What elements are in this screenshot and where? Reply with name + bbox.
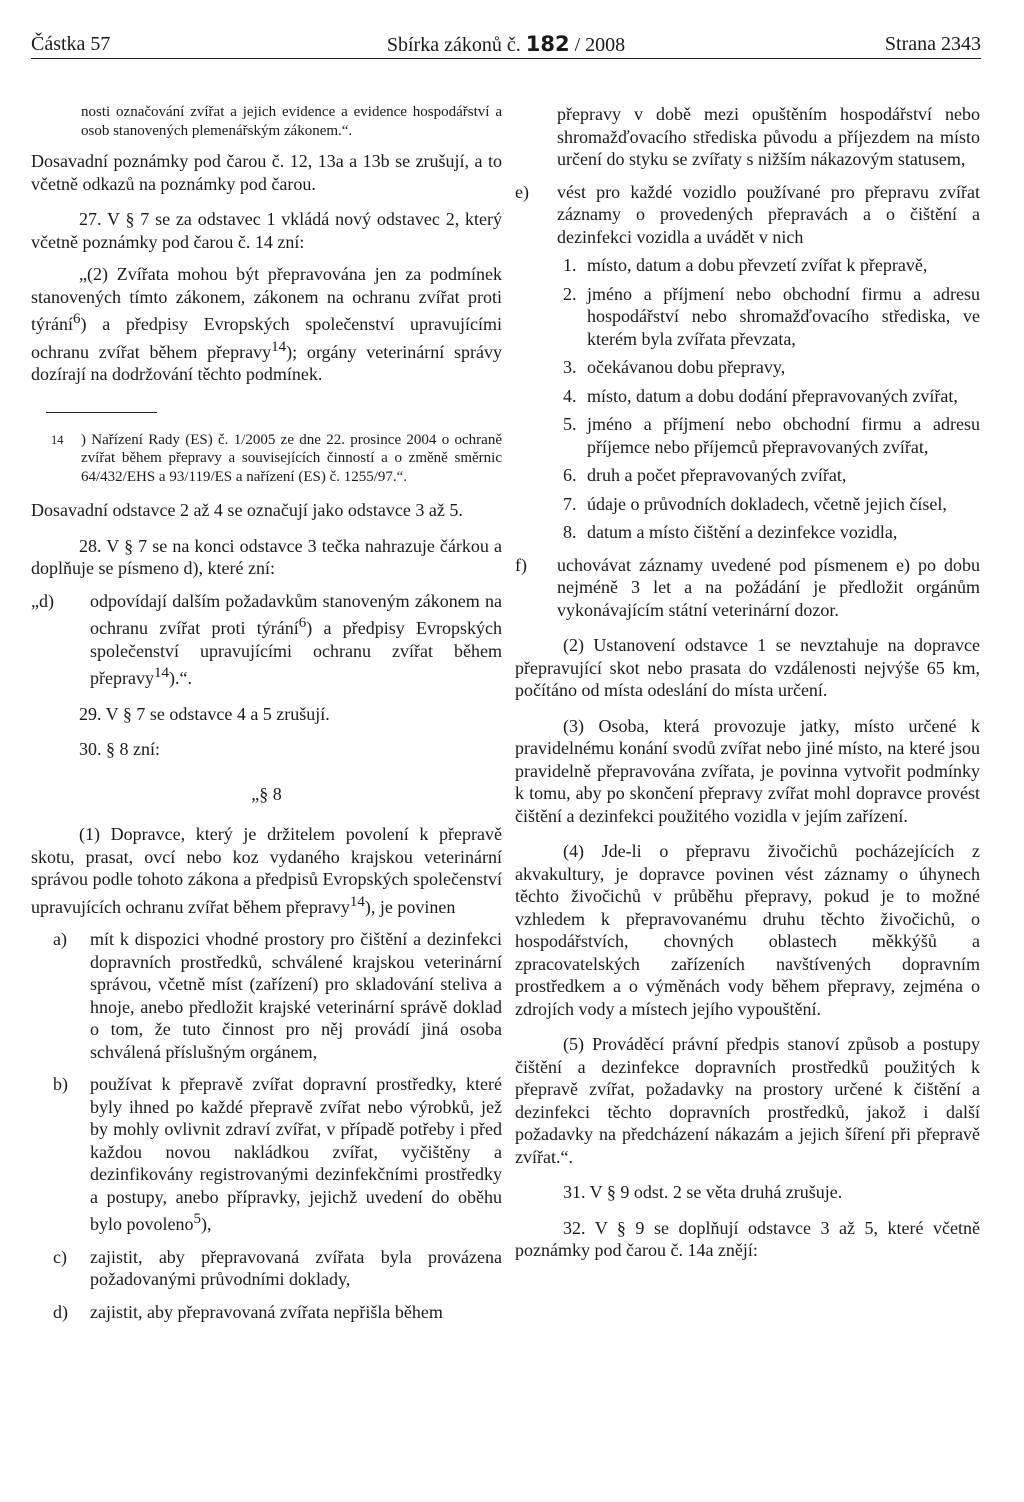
paragraph-5: (5) Prováděcí právní předpis stanoví způsob a postupy čištění a dezinfekce dopravních prostředků použitých k přepravě zvířat, požadavky na prostory určené k čištění a dezinfekci těchto dopravních prostředků, jakož i další požadavky na předcházení nákazám a jejich šíření při přepravě zvířat.“. bbox=[515, 1034, 980, 1167]
footnote-text: ) Nařízení Rady (ES) č. 1/2005 ze dne 22. prosince 2004 o ochraně zvířat během přepravy a souvisejících činností a o změně směrnic 64/432/EHS a 93/119/ES a nařízení (ES) č. 1255/97.“. bbox=[81, 431, 502, 485]
footnote-mark: 14 bbox=[51, 432, 64, 447]
list-label: „d) bbox=[31, 590, 54, 611]
list-item: e) vést pro každé vozidlo používané pro přepravu zvířat záznamy o provedených přepravách a o čištění a dezinfekci vozidla a uvádět v nich bbox=[515, 181, 980, 247]
paragraph: Dosavadní poznámky pod čarou č. 12, 13a a 13b se zrušují, a to včetně odkazů na poznámky pod čarou. bbox=[31, 151, 502, 194]
right-column bbox=[515, 103, 980, 1262]
list-label: f) bbox=[515, 554, 527, 575]
list-item: c) zajistit, aby přepravovaná zvířata byla provázena požadovanými průvodními doklady, bbox=[53, 1246, 502, 1289]
footnote bbox=[31, 431, 502, 487]
numbered-label: 6. bbox=[563, 465, 577, 485]
numbered-item: 6. druh a počet přepravovaných zvířat, bbox=[563, 465, 847, 485]
numbered-label: 5. bbox=[563, 414, 577, 434]
list-item: d) zajistit, aby přepravovaná zvířata nepřišla během bbox=[53, 1301, 443, 1322]
header-page-number: Strana 2343 bbox=[884, 33, 981, 55]
continued-footnote-text: nosti označování zvířat a jejich evidence a evidence hospodářství a osob stanovených plemenářským zákonem.“. bbox=[81, 104, 502, 139]
list-label: e) bbox=[515, 181, 529, 202]
list-label: d) bbox=[53, 1301, 68, 1322]
amendment-point-31: 31. V § 9 odst. 2 se věta druhá zrušuje. bbox=[563, 1182, 843, 1202]
numbered-item: 2. jméno a příjmení nebo obchodní firmu a adresu hospodářství nebo shromažďovacího střediska, ve kterém byla zvířata převzata, bbox=[563, 283, 980, 349]
page-header bbox=[31, 0, 981, 59]
list-label: c) bbox=[53, 1246, 67, 1267]
numbered-label: 4. bbox=[563, 385, 577, 406]
header-publication bbox=[31, 33, 981, 56]
amendment-point-32: 32. V § 9 se doplňují odstavce 3 až 5, které včetně poznámky pod čarou č. 14a znějí: bbox=[515, 1217, 980, 1260]
paragraph-2: (2) Ustanovení odstavce 1 se nevztahuje na dopravce přepravující skot nebo prasata do vzdálenosti nejvýše 65 km, počítáno od místa odeslání do místa určení. bbox=[515, 635, 980, 700]
paragraph-3: (3) Osoba, která provozuje jatky, místo určené k pravidelnému konání svodů zvířat nebo jiné místo, na které jsou pravidelně přepravována zvířata, je povinna vytvořit podmínky k tomu, aby po skončení přepravy zvířat mohl dopravce provést čištění a dezinfekci použitého vozidla v jejím zařízení. bbox=[515, 715, 980, 826]
numbered-item: 4. místo, datum a dobu dodání přepravovaných zvířat, bbox=[563, 385, 958, 406]
numbered-item: 1. místo, datum a dobu převzetí zvířat k přepravě, bbox=[563, 255, 928, 275]
header-issue-number: 182 bbox=[525, 32, 570, 56]
amendment-point-29: 29. V § 7 se odstavce 4 a 5 zrušují. bbox=[79, 703, 330, 724]
paragraph-4: (4) Jde-li o přepravu živočichů pocházejících z akvakultury, je dopravce povinen vést záznamy o úhynech těchto živočichů v průběhu přepravy, pokud je to možné vzhledem k přepravovanému druhu těchto živočichů, o hospodářstvích, chovných oblastech měkkýšů a zpracovatelských zařízeních navštívených dopravním prostředkem a o výměnách vody během přepravy, zejména o zdrojích vody a místech jejího vypouštění. bbox=[515, 841, 980, 1019]
list-item: b) používat k přepravě zvířat dopravní prostředky, které byly ihned po každé přepravě zvířat nebo výrobků, jež by mohly ovlivnit zdraví zvířat, v případě potřeby i před každou novou nakládkou zvířat, vyčištěny a dezinfikovány registrovanými dezinfekčními prostředky a postupy, anebo přípravky, jejichž uvedení do oběhu bylo povoleno$^5$), bbox=[53, 1074, 502, 1234]
numbered-label: 1. bbox=[563, 255, 577, 275]
list-label: b) bbox=[53, 1074, 68, 1094]
amendment-point-28: 28. V § 7 se na konci odstavce 3 tečka nahrazuje čárkou a doplňuje se písmeno d), které zní: bbox=[31, 535, 502, 578]
header-collection-title: Sbírka zákonů č. bbox=[386, 34, 521, 56]
numbered-item: 5. jméno a příjmení nebo obchodní firmu a adresu příjemce nebo příjemců přepravovaných zvířat, bbox=[563, 414, 980, 457]
quoted-paragraph: „(2) Zvířata mohou být přepravována jen za podmínek stanovených tímto zákonem, zákonem na ochranu zvířat proti týrání$^6$) a předpisy Evropských společenství upravujícími ochranu zvířat během přepravy$^{14}$); orgány veterinární správy dozírají na dodržování těchto podmínek. bbox=[31, 264, 502, 384]
numbered-item: 7. údaje o průvodních dokladech, včetně jejich čísel, bbox=[563, 493, 947, 514]
list-item: a) mít k dispozici vhodné prostory pro čištění a dezinfekci dopravních prostředků, schválené krajskou veterinární správou, včetně míst (zařízení) pro skladování steliva a hnoje, anebo předložit krajské veterinární správě doklad o tom, že tuto činnost pro něj provádí jiná osoba schválená příslušným orgánem, bbox=[53, 929, 502, 1062]
footnote-ref: 6 bbox=[73, 311, 81, 327]
section-heading: „§ 8 bbox=[251, 783, 282, 804]
header-part-label: Částka 57 bbox=[31, 33, 111, 55]
list-label: a) bbox=[53, 929, 67, 949]
numbered-label: 7. bbox=[563, 493, 577, 514]
paragraph: Dosavadní odstavce 2 až 4 se označují jako odstavce 3 až 5. bbox=[31, 500, 463, 520]
amendment-point-27: 27. V § 7 se za odstavec 1 vkládá nový odstavec 2, který včetně poznámky pod čarou č. 14 zní: bbox=[31, 209, 502, 252]
header-year: / 2008 bbox=[569, 34, 626, 56]
numbered-label: 3. bbox=[563, 357, 577, 377]
numbered-label: 2. bbox=[563, 283, 577, 304]
list-item: „d) odpovídají dalším požadavkům stanoveným zákonem na ochranu zvířat proti týrání$^6$) a předpisy Evropských společenství upravujícími ochranu zvířat během přepravy$^{14}$).“. bbox=[31, 590, 502, 688]
list-item-continuation: přepravy v době mezi opuštěním hospodářství nebo shromažďovacího střediska původu a příjezdem na místo určení do styku se zvířaty s nižším nákazovým statusem, bbox=[557, 104, 980, 169]
numbered-item: 8. datum a místo čištění a dezinfekce vozidla, bbox=[563, 522, 898, 542]
left-column bbox=[31, 103, 502, 1323]
numbered-label: 8. bbox=[563, 522, 577, 542]
numbered-item: 3. očekávanou dobu přepravy, bbox=[563, 357, 786, 377]
footnote-ref: 14 bbox=[271, 338, 287, 355]
footnote-divider bbox=[46, 412, 157, 413]
list-item: f) uchovávat záznamy uvedené pod písmenem e) po dobu nejméně 3 let a na požádání je předložit orgánům vykonávajícím státní veterinární dozor. bbox=[515, 554, 980, 620]
amendment-point-30: 30. § 8 zní: bbox=[79, 739, 160, 759]
paragraph: (1) Dopravce, který je držitelem povolení k přepravě skotu, prasat, ovcí nebo koz vydaného krajskou veterinární správou podle tohoto zákona a předpisů Evropských společenství upravujících ochranu zvířat během přepravy$^{14}$), je povinen bbox=[31, 824, 502, 917]
